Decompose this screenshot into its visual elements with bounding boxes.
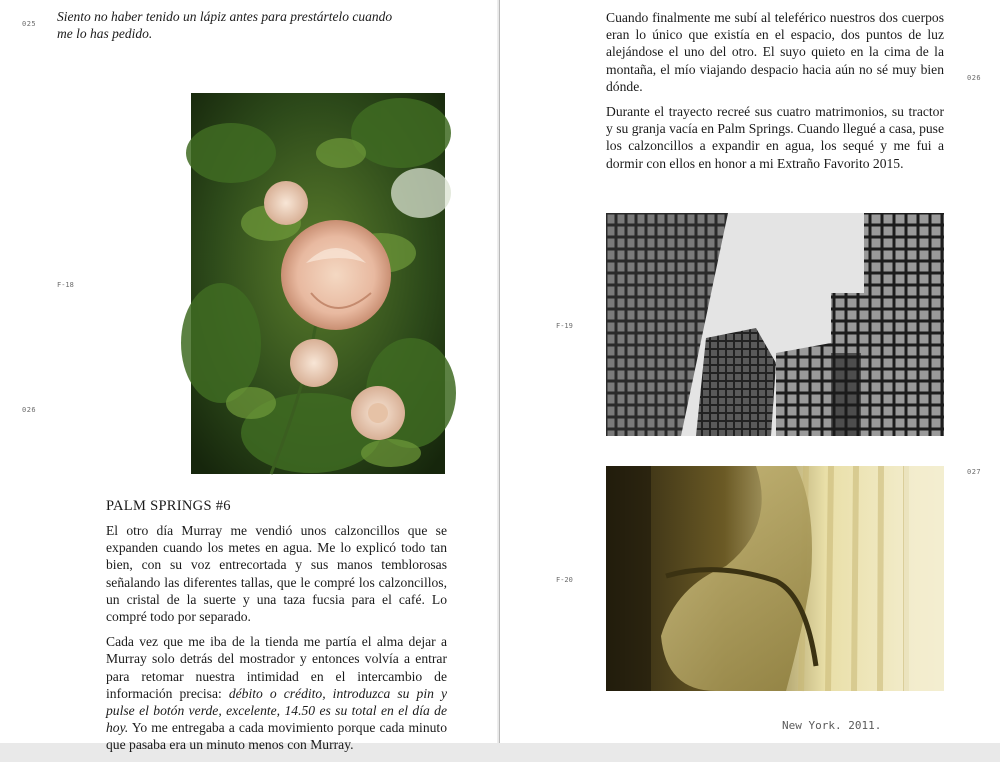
paragraph	[106, 633, 447, 753]
left-body-text	[106, 522, 447, 762]
left-page	[0, 0, 500, 753]
photo-caption: New York. 2011.	[782, 719, 882, 732]
plate-label-f19: F-19	[556, 322, 573, 330]
right-body-text	[606, 9, 944, 180]
curtain-photo-illustration	[606, 466, 944, 691]
text-run: Cada vez que me iba de la tienda me partía el alma dejar a Murray solo detrás del mostrador y entonces volvía a entrar para retomar nuestra intimidad en el intercambio de información precisa:	[106, 634, 447, 701]
section-title: PALM SPRINGS #6	[106, 498, 231, 514]
folio-top-right: 026	[967, 74, 982, 82]
skyscrapers-photo-illustration	[606, 213, 944, 436]
curtain-photo	[606, 466, 944, 691]
plate-label-f20: F-20	[556, 576, 573, 584]
paragraph: El otro día Murray me vendió unos calzoncillos que se expanden cuando los metes en agua. Me lo explicó todo tan bien, con su voz entrecortada y sus manos temblorosas señalando las diferentes tallas, que le compré los calzoncillos, un cristal de la suerte y una taza fucsia para el café. Lo compré todo por separado.	[106, 523, 447, 625]
italic-text-run: débito o crédito, introduzca su pin y pulse el botón verde, excelente, 14.50 es su total en el día de hoy.	[106, 685, 447, 736]
rose-photo-illustration	[191, 93, 445, 474]
right-page	[500, 0, 1000, 743]
paragraph: Durante el trayecto recreé sus cuatro matrimonios, su tractor y su granja vacía en Palm Springs. Cuando llegué a casa, puse los calzoncillos a expandir en agua, los sequé y me fui a dormir con ellos en honor a mi Extraño Favorito 2015.	[606, 104, 944, 171]
rose-photo	[191, 93, 445, 474]
plate-label-f18: F-18	[57, 281, 74, 289]
folio-top-left: 025	[22, 20, 37, 28]
skyscrapers-photo	[606, 213, 944, 436]
paragraph: Cuando finalmente me subí al teleférico nuestros dos cuerpos eran lo único que existía en el espacio, dos puntos de luz alejándose el uno del otro. El suyo quieto en la cima de la montaña, el mío viajando despacio hacia aún no sé muy bien dónde.	[606, 10, 944, 94]
folio-side-right: 027	[967, 468, 982, 476]
folio-side-left: 026	[22, 406, 37, 414]
text-run: Yo me entregaba a cada movimiento porque cada minuto que pasaba era un minuto menos con Murray.	[106, 720, 447, 753]
epigraph-quote: Siento no haber tenido un lápiz antes para prestártelo cuando me lo has pedido.	[57, 9, 393, 41]
